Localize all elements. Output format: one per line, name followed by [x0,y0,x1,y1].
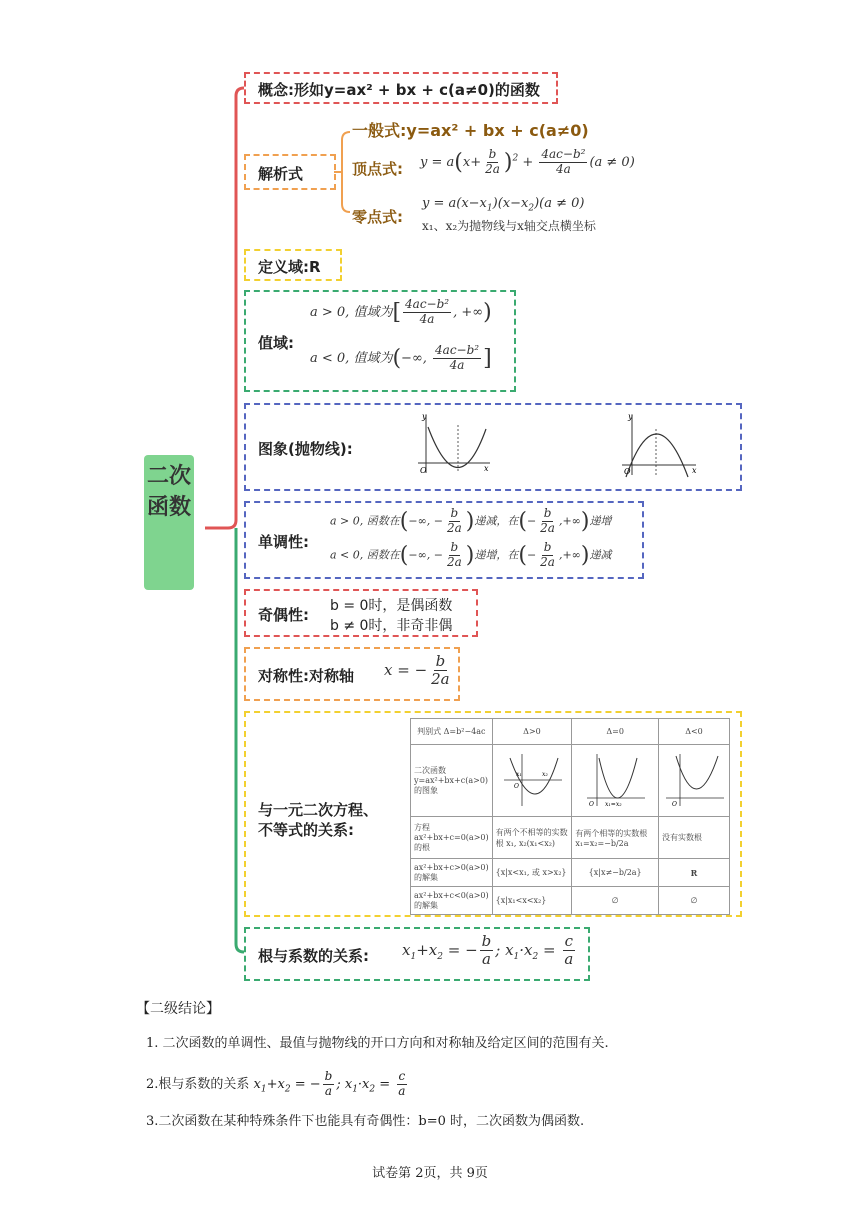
roots-box [244,927,590,981]
svg-text:O: O [420,466,427,475]
vertex-formula: y = a(x+ $\frac{b}{2a}$ )$^2$ + $\frac{\text{4ac−b²}}{4a}$ (a ≠ 0) [420,147,635,176]
range-label: 值域: [258,334,294,352]
no-root-parabola-icon [662,750,726,810]
concept-text: 概念:形如y=ax² + bx + c(a≠0)的函数 [258,81,540,99]
table-cell: 有两个相等的实数根 x₁=x₂=−b/2a [572,817,659,859]
monotonic-label: 单调性: [258,533,309,551]
table-header: Δ>0 [492,719,572,745]
parity-label: 奇偶性: [258,606,309,624]
parity-line2: b ≠ 0时，非奇非偶 [330,618,453,634]
monotonic-box [244,501,644,579]
two-roots-parabola-icon [500,750,564,810]
zero-note: x₁、x₂为抛物线与x轴交点横坐标 [422,219,596,233]
domain-box [244,249,342,281]
relation-box [244,711,742,917]
relation-table [410,718,730,915]
svg-text:y: y [628,412,633,421]
symmetry-formula: x = − $\frac{b}{2a}$ [384,652,450,689]
svg-text:y: y [422,412,427,421]
table-cell [659,745,730,817]
table-cell: {x|x<x₁, 或 x>x₂} [492,859,572,887]
concept-box [244,72,558,104]
relation-label-2: 不等式的关系: [258,821,354,839]
table-cell: ∅ [572,887,659,915]
general-form: 一般式:y=ax² + bx + c(a≠0) [352,121,589,140]
table-row-label: 二次函数 y=ax²+bx+c(a>0)的图象 [411,745,493,817]
roots-label: 根与系数的关系: [258,947,369,965]
svg-text:x: x [692,466,697,475]
range-line2: a < 0, 值域为(−∞, $\frac{\text{4ac−b²}}{4a}$ ] [310,343,492,372]
analytic-label: 解析式 [258,165,304,183]
table-cell [492,745,572,817]
table-row-label: ax²+bx+c>0(a>0)的解集 [411,859,493,887]
svg-text:O: O [672,800,677,808]
table-cell: R [659,859,730,887]
graph-box [244,403,742,491]
table-header: 判别式 Δ=b²−4ac [411,719,493,745]
downward-parabola-icon [616,411,700,483]
zero-form-label: 零点式: [352,208,403,226]
table-cell: {x|x₁<x<x₂} [492,887,572,915]
svg-text:x: x [484,464,489,473]
page-footer: 试卷第 2页，共 9页 [372,1166,488,1181]
one-root-parabola-icon [583,750,647,810]
symmetry-box [244,647,460,701]
relation-label-1: 与一元二次方程、 [258,801,379,819]
table-row-label: 方程 ax²+bx+c=0(a>0)的根 [411,817,493,859]
range-line1: a > 0, 值域为[ $\frac{\text{4ac−b²}}{4a}$ , +∞) [310,297,492,326]
svg-text:O: O [624,467,631,476]
table-cell: ∅ [659,887,730,915]
parity-line1: b = 0时，是偶函数 [330,598,453,614]
main-title: 二次函数 [144,455,194,590]
secondary-item-2: 2.根与系数的关系 $x_1+x_2$ = − $\frac{b}{a}$ ; $x_1\cdot x_2$ = $\frac{c}{a}$ [146,1069,406,1098]
table-cell: 没有实数根 [659,817,730,859]
svg-text:O: O [513,782,519,790]
vertex-form-label: 顶点式: [352,160,403,178]
domain-text: 定义域:R [258,258,321,276]
secondary-heading: 【二级结论】 [136,1001,220,1017]
table-cell [572,745,659,817]
svg-text:x₁: x₁ [515,770,522,778]
table-cell: 有两个不相等的实数根 x₁, x₂(x₁<x₂) [492,817,572,859]
table-header: Δ<0 [659,719,730,745]
upward-parabola-icon [412,411,496,483]
symmetry-label: 对称性:对称轴 [258,667,354,685]
graph-label: 图象(抛物线): [258,440,353,458]
table-row-label: ax²+bx+c<0(a>0)的解集 [411,887,493,915]
parity-box [244,589,478,637]
monotonic-line2: a < 0, 函数在(−∞, − $\frac{b}{2a}$ )递增，在(− $\frac{b}{2a}$ ,+∞)递减 [330,540,612,569]
analytic-box [244,154,336,190]
table-cell: {x|x≠−b/2a} [572,859,659,887]
monotonic-line1: a > 0, 函数在(−∞, − $\frac{b}{2a}$ )递减，在(− $\frac{b}{2a}$ ,+∞)递增 [330,506,612,535]
svg-text:x₁=x₂: x₁=x₂ [605,800,622,808]
svg-text:O: O [589,800,595,808]
zero-formula: $y = a(x-x_1)(x-x_2)(a \ne 0)$ [422,196,585,214]
table-header: Δ=0 [572,719,659,745]
range-box [244,290,516,392]
secondary-item-1: 1. 二次函数的单调性、最值与抛物线的开口方向和对称轴及给定区间的范围有关. [146,1036,609,1051]
secondary-item-3: 3.二次函数在某种特殊条件下也能具有奇偶性：b=0 时，二次函数为偶函数. [146,1114,585,1129]
roots-formula: $x_1+x_2$ = − $\frac{b}{a}$ ; $x_1\cdot x_2$ = $\frac{c}{a}$ [402,932,574,969]
svg-text:x₂: x₂ [541,770,548,778]
